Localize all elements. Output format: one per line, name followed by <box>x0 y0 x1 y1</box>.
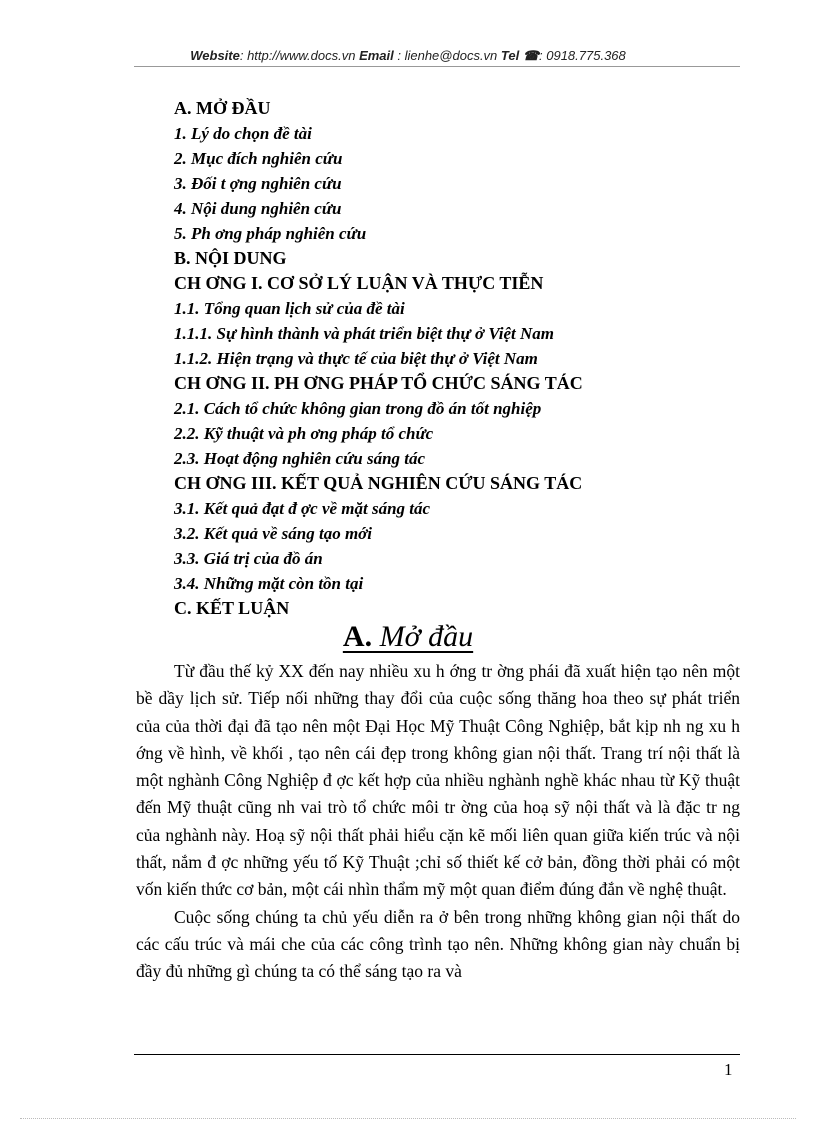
toc-item: 2.2. Kỹ thuật và ph ơng pháp tổ chức <box>174 424 434 443</box>
toc-item: 3.2. Kết quả về sáng tạo mới <box>174 524 373 543</box>
tel-label: Tel ☎ <box>500 48 540 63</box>
toc-item: 2.3. Hoạt động nghiên cứu sáng tác <box>174 449 426 468</box>
toc-item: 3.1. Kết quả đạt đ ợc về mặt sáng tác <box>174 499 431 518</box>
body-text <box>136 658 740 986</box>
toc-item: CH ƠNG I. CƠ SỞ LÝ LUẬN VÀ THỰC TIỄN <box>174 273 544 293</box>
toc-item: 4. Nội dung nghiên cứu <box>174 199 342 218</box>
section-letter: A. <box>342 620 373 653</box>
page-bottom-border <box>20 1118 796 1119</box>
paragraph: Từ đầu thế kỷ XX đến nay nhiều xu h ớng tr ờng phái đã xuất hiện tạo nên một bề dầy lịch sử. Tiếp nối những thay đổi của cuộc sống thăng hoa theo sự phát triển của của thời đại đã tạo nên một Đại Học Mỹ Thuật Công Nghiệp, bắt kịp nh ng xu h ớng về hình, về khối , tạo nên cái đẹp trong không gian nội thất. Trang trí nội thất là một nghành Công Nghiệp đ ợc kết hợp của nhiều nghành nghề khác nhau từ Kỹ thuật đến Mỹ thuật cũng nh vai trò tổ chức môi tr ờng của hoạ sỹ nội thất và là đặc tr ng của nghành này. Hoạ sỹ nội thất phải hiểu cặn kẽ mối liên quan giữa kiến trúc và nội thất, nắm đ ợc những yếu tố Kỹ Thuật ;chỉ số thiết kế cở bản, đồng thời phải có một vốn kiến thức cơ bản, một cái nhìn thẩm mỹ một quan điểm đúng đắn về nghệ thuật. <box>136 661 740 900</box>
section-heading <box>0 620 816 654</box>
website-value[interactable]: : http://www.docs.vn <box>239 48 360 63</box>
website-label: Website <box>190 48 240 63</box>
section-title-text: Mở đầu <box>372 620 474 653</box>
footer-divider <box>134 1054 740 1055</box>
toc-item: 1.1. Tổng quan lịch sử của đề tài <box>174 299 405 318</box>
toc-item: C. KẾT LUẬN <box>174 598 290 618</box>
toc-item: A. MỞ ĐẦU <box>174 98 271 118</box>
table-of-contents <box>174 96 734 621</box>
email-value[interactable]: : lienhe@docs.vn <box>393 48 501 63</box>
toc-item: CH ƠNG II. PH ƠNG PHÁP TỔ CHỨC SÁNG TÁC <box>174 373 583 393</box>
toc-item: 2. Mục đích nghiên cứu <box>174 149 343 168</box>
toc-item: 3. Đối t ợng nghiên cứu <box>174 174 342 193</box>
toc-item: 1.1.1. Sự hình thành và phát triển biệt thự ở Việt Nam <box>174 324 554 343</box>
toc-item: 2.1. Cách tổ chức không gian trong đồ án tốt nghiệp <box>174 399 542 418</box>
toc-item: 1.1.2. Hiện trạng và thực tế của biệt thự ở Việt Nam <box>174 349 538 368</box>
page-header <box>0 48 816 64</box>
toc-item: CH ƠNG III. KẾT QUẢ NGHIÊN CỨU SÁNG TÁC <box>174 473 583 493</box>
paragraph: Cuộc sống chúng ta chủ yếu diễn ra ở bên trong những không gian nội thất do các cấu trúc và mái che của các công trình tạo nên. Những không gian này chuẩn bị đầy đủ những gì chúng ta có thể sáng tạo ra và <box>136 906 740 982</box>
page-number: 1 <box>724 1060 733 1079</box>
toc-item: 3.3. Giá trị của đồ án <box>174 549 323 568</box>
email-label: Email <box>359 48 394 63</box>
tel-value: : 0918.775.368 <box>539 48 626 63</box>
toc-item: B. NỘI DUNG <box>174 248 287 268</box>
header-divider <box>134 66 740 67</box>
toc-item: 1. Lý do chọn đề tài <box>174 124 312 143</box>
toc-item: 5. Ph ơng pháp nghiên cứu <box>174 224 367 243</box>
toc-item: 3.4. Những mặt còn tồn tại <box>174 574 364 593</box>
